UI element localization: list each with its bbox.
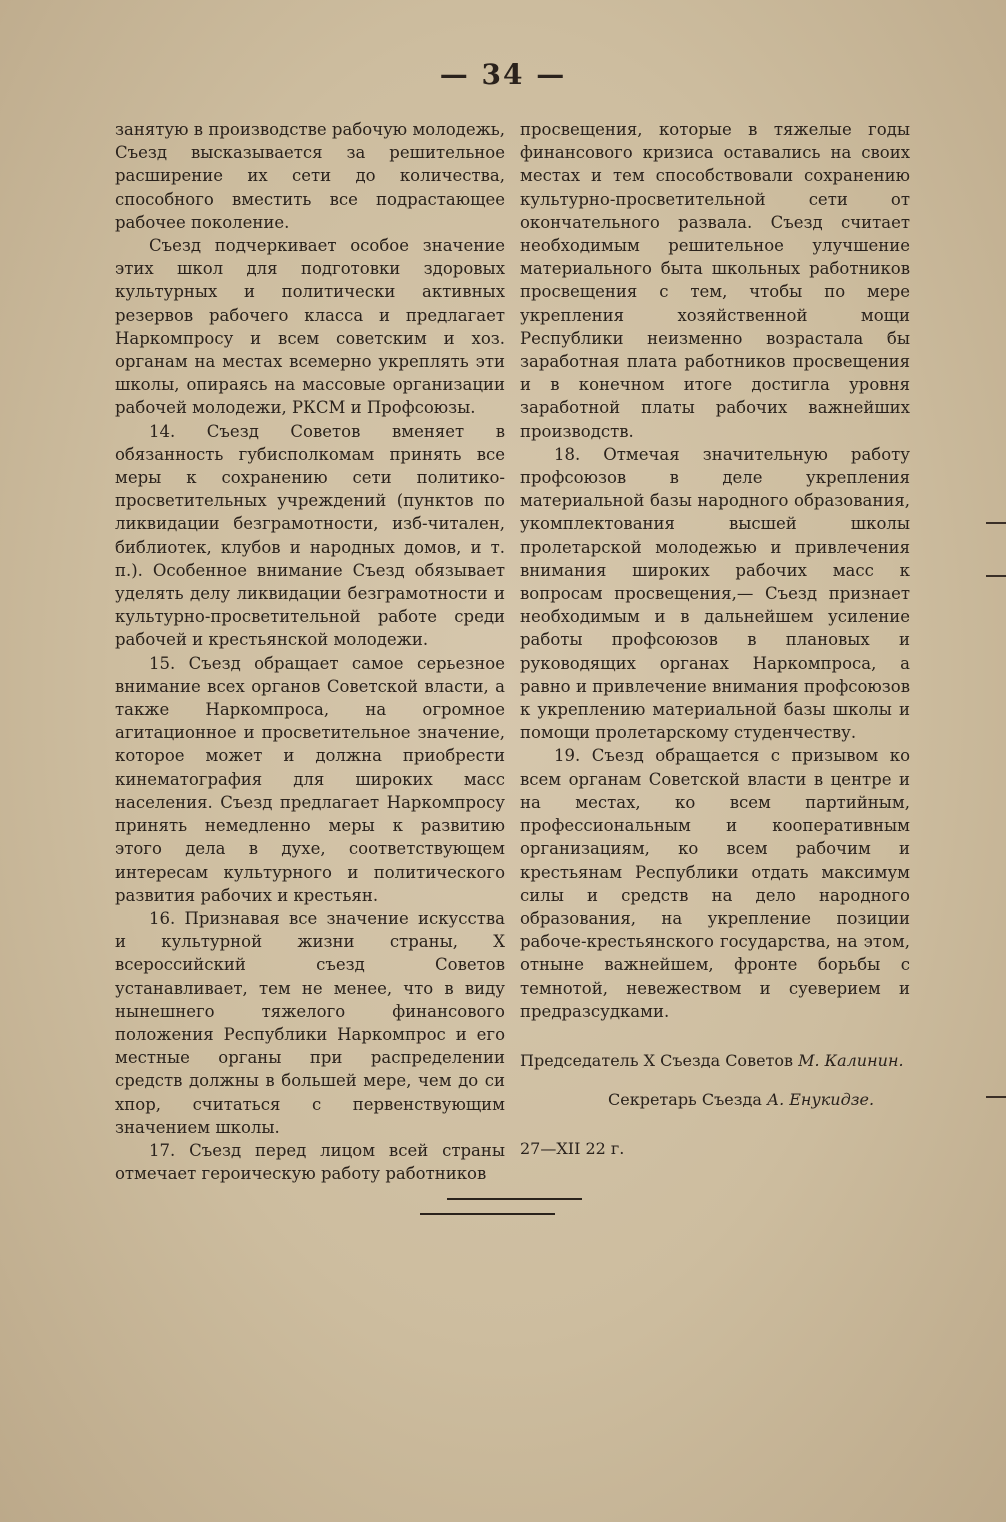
secretary-title: Секретарь Съезда: [608, 1090, 762, 1110]
page-number: — 34 —: [439, 58, 567, 91]
paragraph-18: 18. Отмечая значительную работу профсоюзов в деле укрепления материальной базы народного образования, укомплектования высшей школы пролетарской молодежью и привлечения внимания широких рабочих масс к вопросам просвещения,— Съезд признает необходимым и в дальнейшем усиление работы профсоюзов в плановых и руководящих органах Наркомпроса, а равно и привлечение внимания профсоюзов к укреплению материальной базы школы и помощи пролетарскому студенчеству.: [520, 444, 910, 743]
paragraph-19: 19. Съезд обращается с призывом ко всем органам Советской власти в центре и на местах, ко всем партийным, профессиональным и кооперативным организациям, ко всем рабочим и крестьянам Республики отдать максимум силы и средств на дело народного образования, на укрепление позиции рабоче-крестьянского государства, на этом, отныне важнейшем, фронте борьбы с темнотой, невежеством и суеверием и предразсудками.: [520, 746, 910, 1021]
paragraph-14: 14. Съезд Советов вменяет в обязанность губисполкомам принять все меры к сохранению сети политико-просветительных учреждений (пунктов по ликвидации безграмотности, изб-читален, библиотек, клубов и народных домов, и т. п.). Особенное внимание Съезд обязывает уделять делу ликвидации безграмотности и культурно-просветительной работе среди рабочей и крестьянской молодежи.: [115, 421, 505, 650]
document-date: 27—XII 22 г.: [520, 1139, 625, 1159]
edge-mark: [986, 522, 1006, 524]
divider-rule: [447, 1198, 582, 1200]
paragraph-15: 15. Съезд обращает самое серьезное внимание всех органов Советской власти, а также Наркомпроса, на огромное агитационное и просветительное значение, которое может и должна приобрести кинематография для широких масс населения. Съезд предлагает Наркомпросу принять немедленно меры к развитию этого дела в духе, соответствующем интересам культурного и политического развития рабочих и крестьян.: [115, 653, 505, 905]
divider-rule: [420, 1213, 555, 1215]
paragraph-17: 17. Съезд перед лицом всей страны отмечает героическую работу работников: [115, 1140, 505, 1184]
secretary-name: А. Енукидзе.: [766, 1090, 875, 1110]
chairman-signature: [520, 1049, 910, 1072]
paragraph: занятую в производстве рабочую молодежь, Съезд высказывается за решительное расширение их сети до количества, способного вместить все подрастающее рабочее поколение.: [115, 120, 505, 232]
paragraph: Съезд подчеркивает особое значение этих школ для подготовки здоровых культурных и политически активных резервов рабочего класса и предлагает Наркомпросу и всем советским и хоз. органам на местах всемерно укреплять эти школы, опираясь на массовые организации рабочей молодежи, РКСМ и Профсоюзы.: [115, 236, 505, 418]
right-column: [520, 118, 910, 1161]
paragraph-17-continued: просвещения, которые в тяжелые годы финансового кризиса оставались на своих местах и тем способствовали сохранению культурно-просветительной сети от окончательного развала. Съезд считает необходимым решительное улучшение материального быта школьных работников просвещения с тем, чтобы по мере укрепления хозяйственной мощи Республики неизменно возрастала бы заработная плата работников просвещения и в конечном итоге достигла уровня заработной платы рабочих важнейших производств.: [520, 120, 910, 441]
paragraph-16: 16. Признавая все значение искусства и культурной жизни страны, X всероссийский съезд Советов устанавливает, тем не менее, что в виду нынешнего тяжелого финансового положения Республики Наркомпрос и его местные органы при распределении средств должны в большей мере, чем до си хпор, считаться с первенствующим значением школы.: [115, 908, 505, 1137]
chairman-name: М. Калинин.: [798, 1050, 904, 1070]
left-column: [115, 118, 505, 1185]
secretary-signature: [520, 1088, 910, 1111]
chairman-title: Председатель X Съезда Советов: [520, 1050, 794, 1070]
edge-mark: [986, 575, 1006, 577]
edge-mark: [986, 1096, 1006, 1098]
